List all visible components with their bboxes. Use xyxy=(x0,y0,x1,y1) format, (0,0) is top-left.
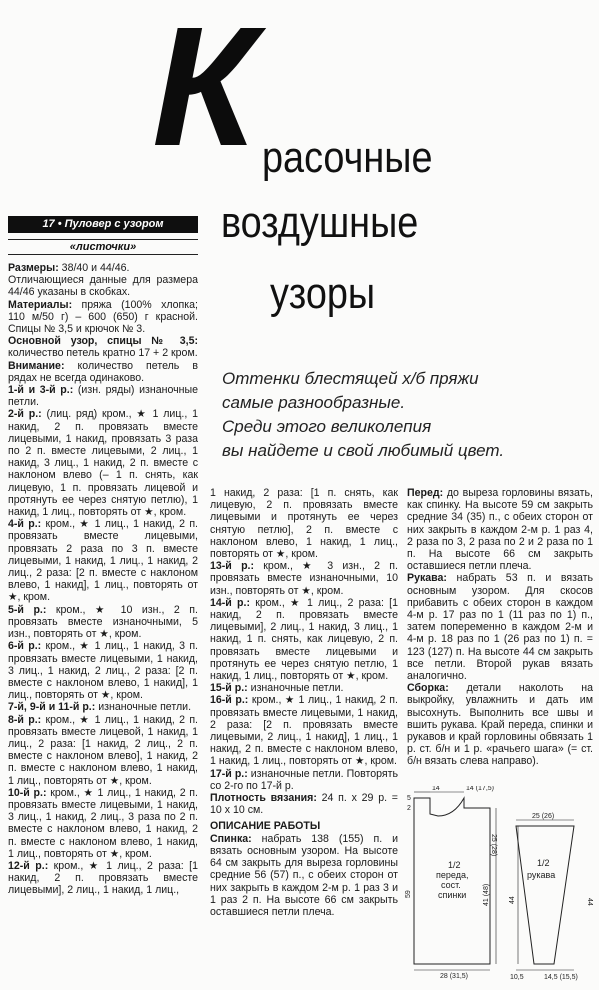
paragraph xyxy=(8,360,198,384)
paragraph-text: детали наколоть на выкройку, увлажнить и дать им высохнуть. Выполнить все швы и вшить рукава. Край переда, спинки и рукавов и край горловины обвязать 1 р. ст. б/н и 1 р. «рачьего шага» (= ст. б/н вязать слева направо). xyxy=(407,682,593,768)
paragraph xyxy=(8,604,198,641)
paragraph-label: Рукава: xyxy=(407,572,447,585)
paragraph-text: изнаночные петли. xyxy=(247,682,344,695)
paragraph-label: ОПИСАНИЕ РАБОТЫ xyxy=(210,820,321,833)
column-3 xyxy=(407,487,593,768)
dim-25-26: 25 (26) xyxy=(532,813,555,820)
paragraph xyxy=(210,768,398,792)
paragraph-label: Внимание: xyxy=(8,359,65,372)
paragraph xyxy=(8,384,198,408)
dim-25-28: 25 (28) xyxy=(490,834,497,857)
paragraph-text: кром., ★ 1 лиц., 2 раза: [1 накид, 2 п. провязать вместе лицевыми], 2 лиц., 1 накид, 3 лиц., 1 накид, 1 п. снять, как лицевую, 2 п. провязать вместе лицевыми и протянуть ее через снятую петлю, 1 накид, 1 лиц., повторять от ★, кром. xyxy=(210,596,398,683)
paragraph-label: Основной узор, спицы № 3,5: xyxy=(8,335,198,348)
paragraph-label: 12-й р.: xyxy=(8,859,49,872)
body-label: спинки xyxy=(438,890,467,900)
dim-2: 2 xyxy=(407,805,411,812)
paragraph xyxy=(210,820,398,832)
drop-cap-letter: К xyxy=(152,0,253,182)
paragraph-text: до выреза горловины вязать, как спинку. На высоте 59 см закрыть средние 34 (35) п., с обеих сторон от них закрыть в каждом 2-м р. 1 раз 4, 2 раза по 3, 2 раза по 2 и 2 раза по 1 п. На высоте 66 см закрыть оставшиеся петли плеча. xyxy=(407,487,593,573)
paragraph xyxy=(8,335,198,359)
paragraph-label: Материалы: xyxy=(8,298,73,311)
paragraph xyxy=(407,487,593,572)
title-line-2: воздушные xyxy=(221,198,419,247)
paragraph xyxy=(210,694,398,767)
paragraph xyxy=(8,860,198,897)
paragraph xyxy=(8,640,198,701)
paragraph xyxy=(407,572,593,682)
paragraph-label: Плотность вязания: xyxy=(210,792,317,805)
paragraph xyxy=(210,833,398,918)
dim-10-5: 10,5 xyxy=(510,974,524,981)
model-title: 17 • Пуловер с узором xyxy=(8,216,198,233)
paragraph-label: Перед: xyxy=(407,487,444,499)
lead-line: самые разнообразные. xyxy=(222,393,406,412)
paragraph-label: 14-й р.: xyxy=(210,596,250,609)
dim-14-17: 14 (17,5) xyxy=(466,786,495,792)
paragraph-label: 13-й р.: xyxy=(210,560,255,573)
dim-5: 5 xyxy=(407,795,411,802)
dim-41-48: 41 (48) xyxy=(483,883,490,906)
title-line-3: узоры xyxy=(270,269,376,318)
paragraph-label: 6-й р.: xyxy=(8,640,42,653)
paragraph xyxy=(8,714,198,787)
paragraph-text: кром., ★ 1 лиц., 2 раза: [1 накид, 2 п. провязать вместе лицевыми], 2 лиц., 1 накид, 1 лиц., xyxy=(8,859,198,897)
paragraph xyxy=(407,682,593,767)
paragraph-label: Сборка: xyxy=(407,682,449,695)
body-label: переда, xyxy=(436,870,469,880)
paragraph-label: 1-й и 3-й р.: xyxy=(8,384,74,397)
pattern-diagram-svg xyxy=(404,786,596,986)
paragraph-text: 38/40 и 44/46. xyxy=(58,262,130,274)
paragraph-text: кром., ★ 10 изн., 2 п. провязать вместе изнаночными, 5 изн., повторять от ★, кром. xyxy=(8,603,198,641)
paragraph-text: кром., ★ 1 лиц., 1 накид, 2 п. провязать вместе лицевой, 1 накид, 1 лиц., 2 раза: [1 накид, 2 лиц., 2 п. вместе с наклоном влево], 1 накид, 2 п. вместе с наклоном влево, 1 накид, 1 лиц., повторять от ★, кром. xyxy=(8,713,198,787)
paragraph xyxy=(8,262,198,274)
paragraph-text: пряжа (100% хлопка; 110 м/50 г) – 600 (650) г красной. Спицы № 3,5 и крючок № 3. xyxy=(8,298,198,336)
paragraph-text: кром., ★ 1 лиц., 1 накид, 2 п. провязать вместе лицевыми, 1 накид, 3 лиц., 1 накид, 2 лиц., 3 раза по 2 п. вместе с наклоном влево, 1 накид, 2 п. вместе с наклоном влево, 1 накид, 1 лиц., повторять от ★, кром. xyxy=(8,786,198,860)
paragraph-label: 17-й р.: xyxy=(210,767,248,780)
lead-line: Оттенки блестящей х/б пряжи xyxy=(222,369,479,388)
model-subtitle: «листочки» xyxy=(8,239,198,255)
paragraph-label: 4-й р.: xyxy=(8,518,42,531)
dim-14: 14 xyxy=(432,786,440,792)
paragraph-label: 8-й р.: xyxy=(8,713,42,726)
dim-44a: 44 xyxy=(509,896,516,904)
column-1 xyxy=(8,262,198,897)
paragraph-text: набрать 53 п. и вязать основным узором. Для скосов прибавить с обеих сторон в каждом 4-м р. 17 раз по 1 (11 раз по 1) п., затем попеременно в каждом 2-м и 4-м р. 18 раз по 1 (26 раз по 1) п. = 123 (127) п. На высоте 44 см закрыть все петли. Второй рукав вязать аналогично. xyxy=(407,572,593,683)
title-line-1: расочные xyxy=(262,133,433,182)
paragraph-label: 2-й р.: xyxy=(8,408,42,421)
paragraph xyxy=(8,408,198,518)
paragraph-text: количество петель кратно 17 + 2 кром. xyxy=(8,347,198,360)
sleeve-label: рукава xyxy=(527,870,556,880)
paragraph xyxy=(8,299,198,336)
paragraph-label: 5-й р.: xyxy=(8,603,47,616)
paragraph xyxy=(210,597,398,682)
paragraph-label: 7-й, 9-й и 11-й р.: xyxy=(8,701,96,714)
paragraph-text: кром., ★ 1 лиц., 1 накид, 2 п. провязать вместе лицевыми, провязать 2 раза по 3 п. вместе лицевыми, 1 накид, 1 лиц., 1 накид, 2 лиц., 2 раза: [2 п. вместе с наклоном влево, 1 накид], 1 лиц., повторять от ★, кром. xyxy=(8,518,198,604)
pattern-diagram xyxy=(404,786,596,986)
paragraph-text: (изн. ряды) изнаночные петли. xyxy=(8,384,198,409)
dim-59: 59 xyxy=(405,890,412,898)
paragraph-text: (лиц. ряд) кром., ★ 1 лиц., 1 накид, 2 п. провязать вместе лицевыми, 1 накид, провязать 3 раза по 2 п. вместе лицевыми, 2 лиц., 1 накид, 3 лиц., 1 накид, 2 п. вместе с наклоном влево (– 1 п. снять, как лицевую, 1 п. провязать лицевой и протянуть ее через снятую петлю), 1 накид, 1 лиц., повторять от ★, кром. xyxy=(8,408,198,519)
dim-44b: 44 xyxy=(586,898,593,906)
paragraph-text: количество петель в рядах не всегда одинаково. xyxy=(8,359,198,384)
dim-14-5: 14,5 (15,5) xyxy=(544,974,578,981)
paragraph-text: 1 накид, 2 раза: [1 п. снять, как лицевую, 2 п. провязать вместе лицевыми и протянуть ее через снятую петлю], 2 п. вместе с наклоном влево, 1 накид, 1 лиц., повторять от ★, кром. xyxy=(210,487,398,561)
column-2 xyxy=(210,487,398,918)
paragraph-text: Отличающиеся данные для размера 44/46 указаны в скобках. xyxy=(8,274,198,299)
paragraph xyxy=(8,787,198,860)
paragraph xyxy=(8,518,198,603)
paragraph-label: Размеры: xyxy=(8,262,59,274)
lead-paragraph xyxy=(222,367,582,463)
sleeve-label: 1/2 xyxy=(537,858,550,868)
paragraph-text: кром., ★ 3 изн., 2 п. провязать вместе изнаночными, 10 изн., повторять от ★, кром. xyxy=(210,560,398,597)
dim-28-31: 28 (31,5) xyxy=(440,973,469,980)
paragraph xyxy=(210,682,398,694)
paragraph xyxy=(210,792,398,816)
paragraph xyxy=(8,701,198,713)
paragraph-text: кром., ★ 1 лиц., 1 накид, 3 п. провязать вместе лицевыми, 1 накид, 3 лиц., 1 накид, 2 лиц., 2 раза: [2 п. вместе с наклоном влево, 1 накид], 1 лиц., повторять от ★, кром. xyxy=(8,640,198,702)
paragraph xyxy=(210,487,398,560)
paragraph-label: 10-й р.: xyxy=(8,786,47,799)
paragraph-label: Спинка: xyxy=(210,832,252,845)
lead-line: вы найдете и свой любимый цвет. xyxy=(222,441,505,460)
paragraph-text: набрать 138 (155) п. и вязать основным узором. На высоте 64 см закрыть для выреза горловины средние 56 (57) п., с обеих сторон от них закрыть в каждом 2-м р. 1 раз 3 и 1 раз 2 п. На высоте 66 см закрыть оставшиеся петли плеча. xyxy=(210,832,398,918)
paragraph-text: кром., ★ 1 лиц., 1 накид, 2 п. провязать вместе лицевыми, 1 накид, 2 раза: [2 п. провязать вместе лицевыми, 2 лиц., 1 накид], 1 лиц., 1 накид, 2 п. вместе с наклоном влево, 1 накид, 1 лиц., повторять от ★, кром. xyxy=(210,694,398,768)
lead-line: Среди этого великолепия xyxy=(222,417,432,436)
sleeve-outline xyxy=(516,826,574,964)
body-label: 1/2 xyxy=(448,860,461,870)
paragraph xyxy=(210,560,398,597)
body-label: сост. xyxy=(441,880,461,890)
paragraph-text: изнаночные петли. xyxy=(95,701,192,714)
paragraph xyxy=(8,274,198,298)
paragraph-text: 24 п. х 29 р. = 10 х 10 см. xyxy=(210,792,398,817)
paragraph-label: 15-й р.: xyxy=(210,682,248,695)
paragraph-text: изнаночные петли. Повторять со 2-го по 17-й р. xyxy=(210,767,398,792)
paragraph-label: 16-й р.: xyxy=(210,694,249,707)
